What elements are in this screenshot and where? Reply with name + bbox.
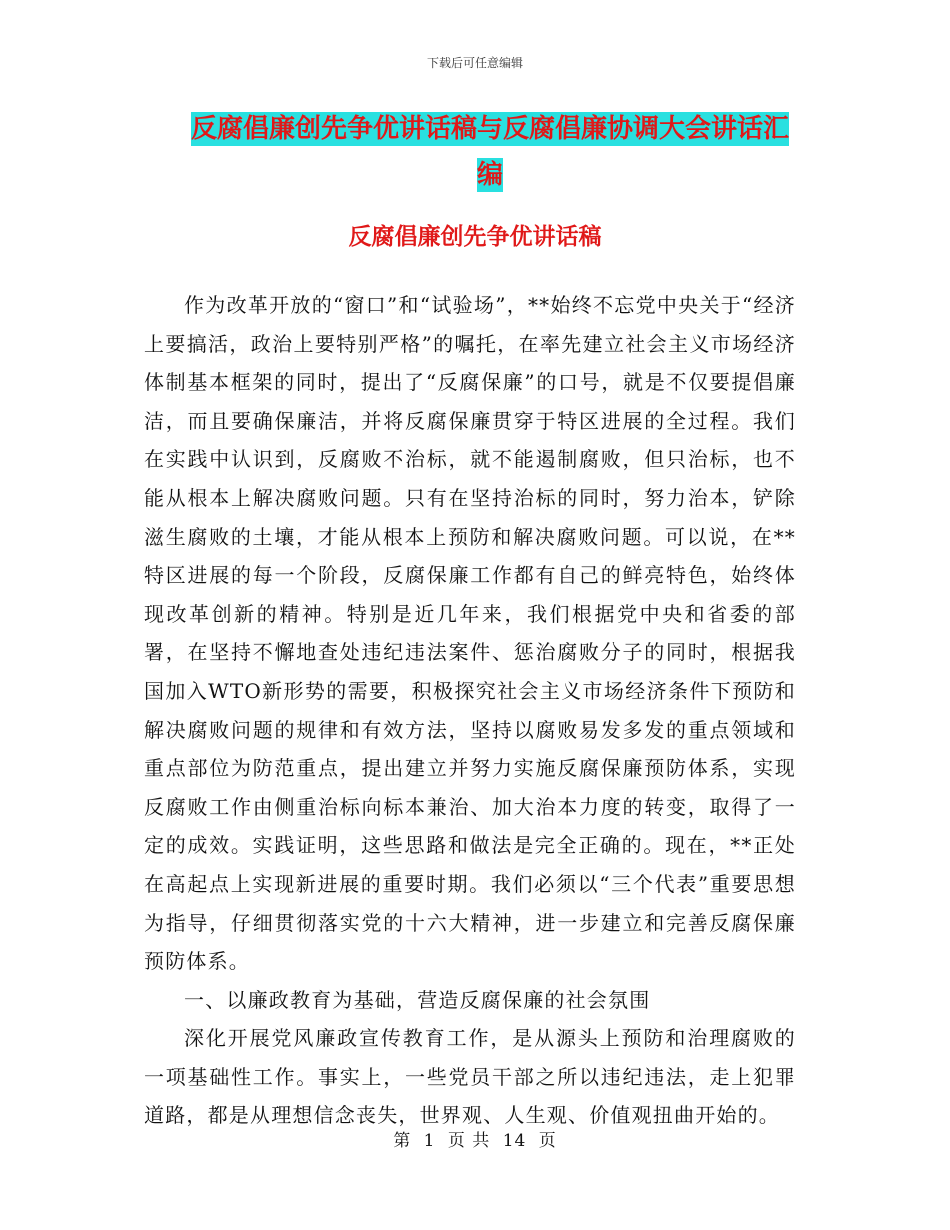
document-title-line-1: 反腐倡廉创先争优讲话稿与反腐倡廉协调大会讲话汇 <box>190 114 789 144</box>
section-title: 反腐倡廉创先争优讲话稿 <box>348 223 602 250</box>
page-footer <box>0 1126 950 1151</box>
page-total: 14 <box>502 1131 527 1151</box>
page-number: 1 <box>423 1131 436 1151</box>
paragraph: 深化开展党风廉政宣传教育工作，是从源头上预防和治理腐败的一项基础性工作。事实上，一些党员干部之所以违纪违法，走上犯罪道路，都是从理想信念丧失，世界观、人生观、价值观扭曲开始的。 <box>144 1026 796 1128</box>
document-title <box>160 106 820 198</box>
footer-middle: 页 共 <box>447 1131 491 1151</box>
document-body <box>144 286 796 1135</box>
footer-prefix: 第 <box>393 1131 412 1151</box>
footer-suffix: 页 <box>538 1131 557 1151</box>
document-title-line-2: 编 <box>476 160 503 190</box>
header-note: 下载后可任意编辑 <box>426 56 523 70</box>
paragraph-heading: 一、以廉政教育为基础，营造反腐保廉的社会氛围 <box>184 987 651 1012</box>
paragraph: 作为改革开放的“窗口”和“试验场”，**始终不忘党中央关于“经济上要搞活，政治上要特别严格”的嘱托，在率先建立社会主义市场经济体制基本框架的同时，提出了“反腐保廉”的口号，就是不仅要提倡廉洁，而且要确保廉洁，并将反腐保廉贯穿于特区进展的全过程。我们在实践中认识到，反腐败不治标，就不能遏制腐败，但只治标，也不能从根本上解决腐败问题。只有在坚持治标的同时，努力治本，铲除滋生腐败的土壤，才能从根本上预防和解决腐败问题。可以说，在**特区进展的每一个阶段，反腐保廉工作都有自己的鲜亮特色，始终体现改革创新的精神。特别是近几年来，我们根据党中央和省委的部署，在坚持不懈地查处违纪违法案件、惩治腐败分子的同时，根据我国加入WTO新形势的需要，积极探究社会主义市场经济条件下预防和解决腐败问题的规律和有效方法，坚持以腐败易发多发的重点领域和重点部位为防范重点，提出建立并努力实施反腐保廉预防体系，实现反腐败工作由侧重治标向标本兼治、加大治本力度的转变，取得了一定的成效。实践证明，这些思路和做法是完全正确的。现在，**正处在高起点上实现新进展的重要时期。我们必须以“三个代表”重要思想为指导，仔细贯彻落实党的十六大精神，进一步建立和完善反腐保廉预防体系。 <box>144 293 796 974</box>
